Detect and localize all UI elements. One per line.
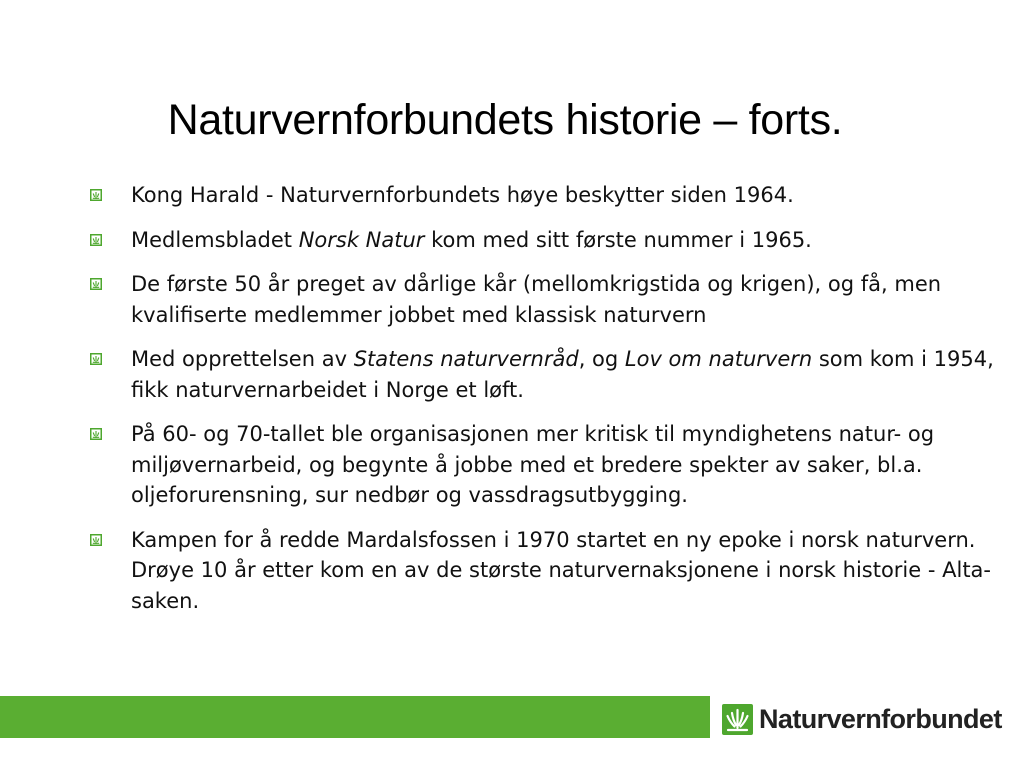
- bullet-text: [131, 180, 1010, 211]
- italic-title: Statens naturvernråd: [353, 347, 579, 371]
- bullet-item: [90, 344, 1010, 405]
- logo-text: Naturvernforbundet: [759, 703, 1002, 734]
- footer-bar: [0, 696, 710, 738]
- text-run: De første 50 år preget av dårlige kår (mellomkrigstida og krigen), og få, men kvalifiserte medlemmer jobbet med klassisk naturvern: [131, 272, 942, 327]
- leaf-square-icon: [90, 189, 102, 201]
- organization-logo: [722, 702, 1002, 736]
- text-run: kom med sitt første nummer i 1965.: [424, 227, 812, 252]
- bullet-text: [131, 525, 1010, 617]
- bullet-text: [131, 419, 1010, 511]
- text-run: Kampen for å redde Mardalsfossen i 1970 startet en ny epoke i norsk naturvern. Drøye 10 år etter kom en av de største naturvernaksjonene i norsk historie - Alta-saken.: [131, 527, 991, 613]
- leaf-square-icon: [90, 428, 102, 440]
- italic-title: Lov om naturvern: [624, 347, 813, 371]
- text-run: som kom i 1954, fikk naturvernarbeidet i Norge et løft.: [131, 347, 994, 402]
- bullet-item: [90, 269, 1010, 330]
- bullet-text: [131, 269, 1010, 330]
- leaf-square-icon: [90, 234, 102, 246]
- bullet-item: [90, 225, 1010, 256]
- bullet-item: [90, 180, 1010, 211]
- text-run: , og: [578, 347, 625, 371]
- leaf-square-icon: [90, 534, 102, 546]
- text-run: Med opprettelsen av: [131, 347, 354, 371]
- leaf-square-icon: [90, 278, 102, 290]
- italic-title: Norsk Natur: [298, 227, 425, 252]
- bullet-text: [131, 344, 1010, 405]
- text-run: Kong Harald - Naturvernforbundets høye beskytter siden 1964.: [131, 183, 794, 207]
- leaf-square-icon: [90, 353, 102, 365]
- bullet-list: [90, 180, 1010, 630]
- bullet-item: [90, 419, 1010, 511]
- logo-icon: [722, 704, 753, 735]
- text-run: Medlemsbladet: [131, 227, 299, 252]
- bullet-item: [90, 525, 1010, 617]
- slide-title: Naturvernforbundets historie – forts.: [167, 96, 843, 144]
- text-run: På 60- og 70-tallet ble organisasjonen mer kritisk til myndighetens natur- og miljøvernarbeid, og begynte å jobbe med et bredere spekter av saker, bl.a. oljeforurensning, sur nedbør og vassdragsutbygging.: [131, 422, 935, 507]
- bullet-text: [131, 225, 1010, 256]
